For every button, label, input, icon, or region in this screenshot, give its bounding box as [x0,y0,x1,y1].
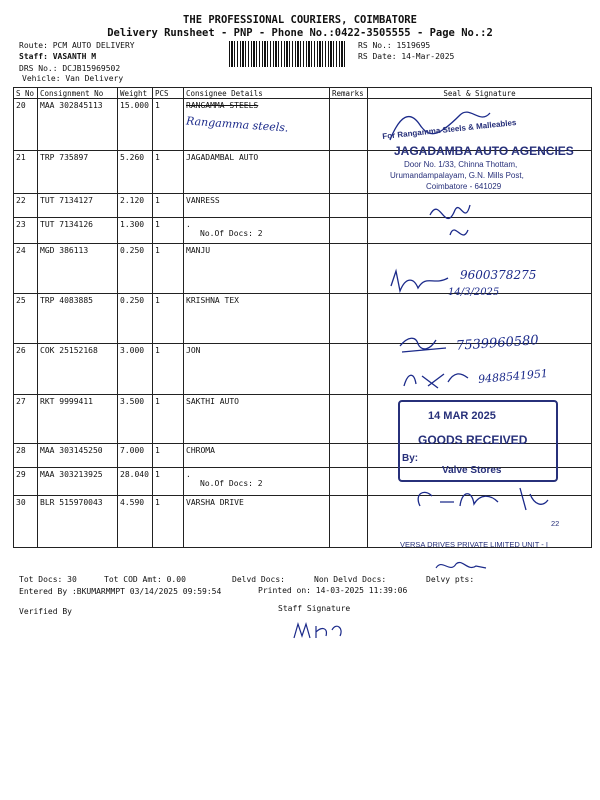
row-consignment [38,344,118,395]
col-consignee: Consignee Details [184,88,330,99]
row-weight [118,444,153,468]
row-weight-text: 0.250 [120,296,145,305]
row-consignee-text: JAGADAMBAL AUTO [186,153,259,162]
row-consignment [38,151,118,194]
row-remarks [330,218,368,244]
row-remarks [330,395,368,444]
row-consignment-text: TUT 7134126 [40,220,93,229]
row-remarks [330,344,368,395]
row-remarks [330,468,368,496]
row-sno-text: 21 [16,153,26,162]
row-consignment [38,99,118,151]
goods-stamp-store: Valve Stores [442,465,502,476]
row-weight-text: 3.500 [120,397,145,406]
row-sno-text: 23 [16,220,26,229]
row-consignment [38,294,118,344]
row-pcs [153,218,184,244]
row-consignee [184,496,330,548]
versa-stamp: VERSA DRIVES PRIVATE LIMITED UNIT - I [400,540,548,549]
row-pcs-text: 1 [155,446,160,455]
jagadamba-stamp-name: JAGADAMBA AUTO AGENCIES [394,144,574,158]
jagadamba-addr-1: Door No. 1/33, Chinna Thottam, [404,160,518,169]
row-consignment [38,194,118,218]
row-consignment-text: RKT 9999411 [40,397,93,406]
staff-signature [290,618,350,642]
row-weight [118,99,153,151]
row-consignment [38,218,118,244]
handwritten-date-24: 14/3/2025 [448,287,500,298]
row-consignment-text: MAA 303213925 [40,470,103,479]
non-delivered-docs: Non Delvd Docs: [314,575,387,584]
row-pcs-text: 1 [155,196,160,205]
row-consignee-text: RANGAMMA STEELS [186,101,259,110]
signature-row26 [398,364,478,394]
row-sno [14,496,38,548]
row-pcs-text: 1 [155,470,160,479]
row-weight-text: 5.260 [120,153,145,162]
barcode [229,41,347,67]
row-consignee [184,344,330,395]
row-consignment-text: MAA 302845113 [40,101,103,110]
row-sno-text: 30 [16,498,26,507]
row-sno [14,244,38,294]
row-sno-text: 29 [16,470,26,479]
row-consignee [184,194,330,218]
row-weight [118,151,153,194]
row-consignment-text: TRP 4083885 [40,296,93,305]
row-pcs-text: 1 [155,346,160,355]
row-consignee-text: . [186,470,191,479]
row-consignment [38,468,118,496]
delivery-points: Delvy pts: [426,575,475,584]
drs-label: DRS No.: DCJB15969502 [19,64,121,73]
rangamma-stamp-text: For Rangamma Steels & Malleables [381,117,517,142]
row-sno [14,294,38,344]
row-weight-text: 28.040 [120,470,149,479]
row-pcs-text: 1 [155,153,160,162]
row-sno-text: 26 [16,346,26,355]
rs-number: RS No.: 1519695 [358,41,431,50]
row-weight [118,496,153,548]
row-pcs-text: 1 [155,397,160,406]
row-sno-text: 27 [16,397,26,406]
row-consignee-text: SAKTHI AUTO [186,397,239,406]
company-title: THE PROFESSIONAL COURIERS, COIMBATORE [183,14,417,26]
row-consignment-text: MAA 303145250 [40,446,103,455]
row-weight-text: 0.250 [120,246,145,255]
signature-row25 [396,330,456,358]
row-consignee-text: MANJU [186,246,211,255]
col-seal: Seal & Signature [368,88,592,99]
row-consignee-text: JON [186,346,201,355]
row-weight-text: 15.000 [120,101,149,110]
handwritten-phone-26: 9488541951 [477,366,549,387]
row-sno [14,468,38,496]
row-sno-text: 20 [16,101,26,110]
row-consignment-text: TUT 7134127 [40,196,93,205]
handwritten-consignee: Rangamma steels. [185,114,289,135]
row-pcs [153,151,184,194]
row-sno-text: 22 [16,196,26,205]
row-consignee-text: CHROMA [186,446,215,455]
row-weight-text: 4.590 [120,498,145,507]
row-consignment-text: TRP 735897 [40,153,89,162]
row-weight [118,244,153,294]
col-weight: Weight [118,88,153,99]
row-consignment-text: MGD 386113 [40,246,89,255]
row-sno [14,99,38,151]
verified-by: Verified By [19,607,72,616]
col-consignment: Consignment No [38,88,118,99]
goods-stamp-date: 14 MAR 2025 [428,410,496,422]
row-pcs-text: 1 [155,101,160,110]
row-pcs-text: 1 [155,498,160,507]
row-sno-text: 24 [16,246,26,255]
row-weight [118,218,153,244]
col-sno: S No [14,88,38,99]
jagadamba-addr-2: Urumandampalayam, G.N. Mills Post, [390,171,524,180]
row-pcs [153,344,184,395]
row-weight [118,395,153,444]
signature-scribbles [370,95,590,265]
route-label: Route: PCM AUTO DELIVERY [19,41,135,50]
row-consignee [184,444,330,468]
row-consignee-text: . [186,220,191,229]
row-consignee [184,151,330,194]
row-weight-text: 1.300 [120,220,145,229]
row-consignee [184,244,330,294]
row-pcs [153,496,184,548]
row-weight-text: 2.120 [120,196,145,205]
goods-stamp-label: GOODS RECEIVED [418,433,528,447]
signature-row22 [430,205,470,235]
row-remarks [330,99,368,151]
table-row [14,344,592,395]
row-pcs-text: 1 [155,220,160,229]
row-sno [14,218,38,244]
printed-on: Printed on: 14-03-2025 11:39:06 [258,586,408,595]
row-pcs [153,244,184,294]
row-remarks [330,444,368,468]
row-sno-text: 28 [16,446,26,455]
entered-by: Entered By :BKUMARMMPT 03/14/2025 09:59:54 [19,587,222,596]
vehicle-label: Vehicle: Van Delivery [22,74,124,83]
signature-row24 [386,266,456,296]
row-pcs [153,294,184,344]
jagadamba-addr-3: Coimbatore - 641029 [426,182,502,191]
goods-stamp-by: By: [402,453,419,464]
col-remarks: Remarks [330,88,368,99]
signature-row30 [432,556,492,576]
row-sno [14,151,38,194]
total-docs: Tot Docs: 30 [19,575,77,584]
row-consignment [38,244,118,294]
row-weight [118,194,153,218]
row-weight [118,294,153,344]
row-consignee [184,294,330,344]
row-pcs-text: 1 [155,296,160,305]
signature-row29 [410,480,560,520]
row-pcs-text: 1 [155,246,160,255]
row-weight-text: 3.000 [120,346,145,355]
row-consignee-text: VANRESS [186,196,220,205]
handwritten-phone-24: 9600378275 [460,268,537,282]
row-pcs [153,194,184,218]
rs-date: RS Date: 14-Mar-2025 [358,52,455,61]
row-sno [14,344,38,395]
versa-stamp-date: 22 [551,519,560,528]
row-remarks [330,496,368,548]
row-remarks [330,294,368,344]
docs-count: No.Of Docs: 2 [200,479,263,488]
row-consignee [184,468,330,496]
row-consignment-text: COK 25152168 [40,346,98,355]
row-sno [14,194,38,218]
runsheet-subtitle: Delivery Runsheet - PNP - Phone No.:0422-3505555 - Page No.:2 [107,27,493,39]
row-consignee-text: KRISHNA TEX [186,296,239,305]
row-remarks [330,244,368,294]
row-pcs [153,99,184,151]
row-consignment [38,395,118,444]
row-consignment [38,444,118,468]
row-pcs [153,468,184,496]
row-pcs [153,444,184,468]
row-weight-text: 7.000 [120,446,145,455]
total-cod: Tot COD Amt: 0.00 [104,575,186,584]
staff-signature-label: Staff Signature [278,604,351,613]
row-consignee-text: VARSHA DRIVE [186,498,244,507]
row-weight [118,468,153,496]
col-pcs: PCS [153,88,184,99]
row-weight [118,344,153,395]
docs-count: No.Of Docs: 2 [200,229,263,238]
row-sno [14,444,38,468]
staff-label: Staff: VASANTH M [19,52,97,61]
delivered-docs: Delvd Docs: [232,575,285,584]
row-consignee [184,395,330,444]
row-remarks [330,194,368,218]
row-pcs [153,395,184,444]
row-remarks [330,151,368,194]
row-consignment-text: BLR 515970043 [40,498,103,507]
handwritten-phone-25: 7539960580 [455,333,540,354]
row-consignee [184,218,330,244]
row-sno-text: 25 [16,296,26,305]
row-consignment [38,496,118,548]
row-sno [14,395,38,444]
